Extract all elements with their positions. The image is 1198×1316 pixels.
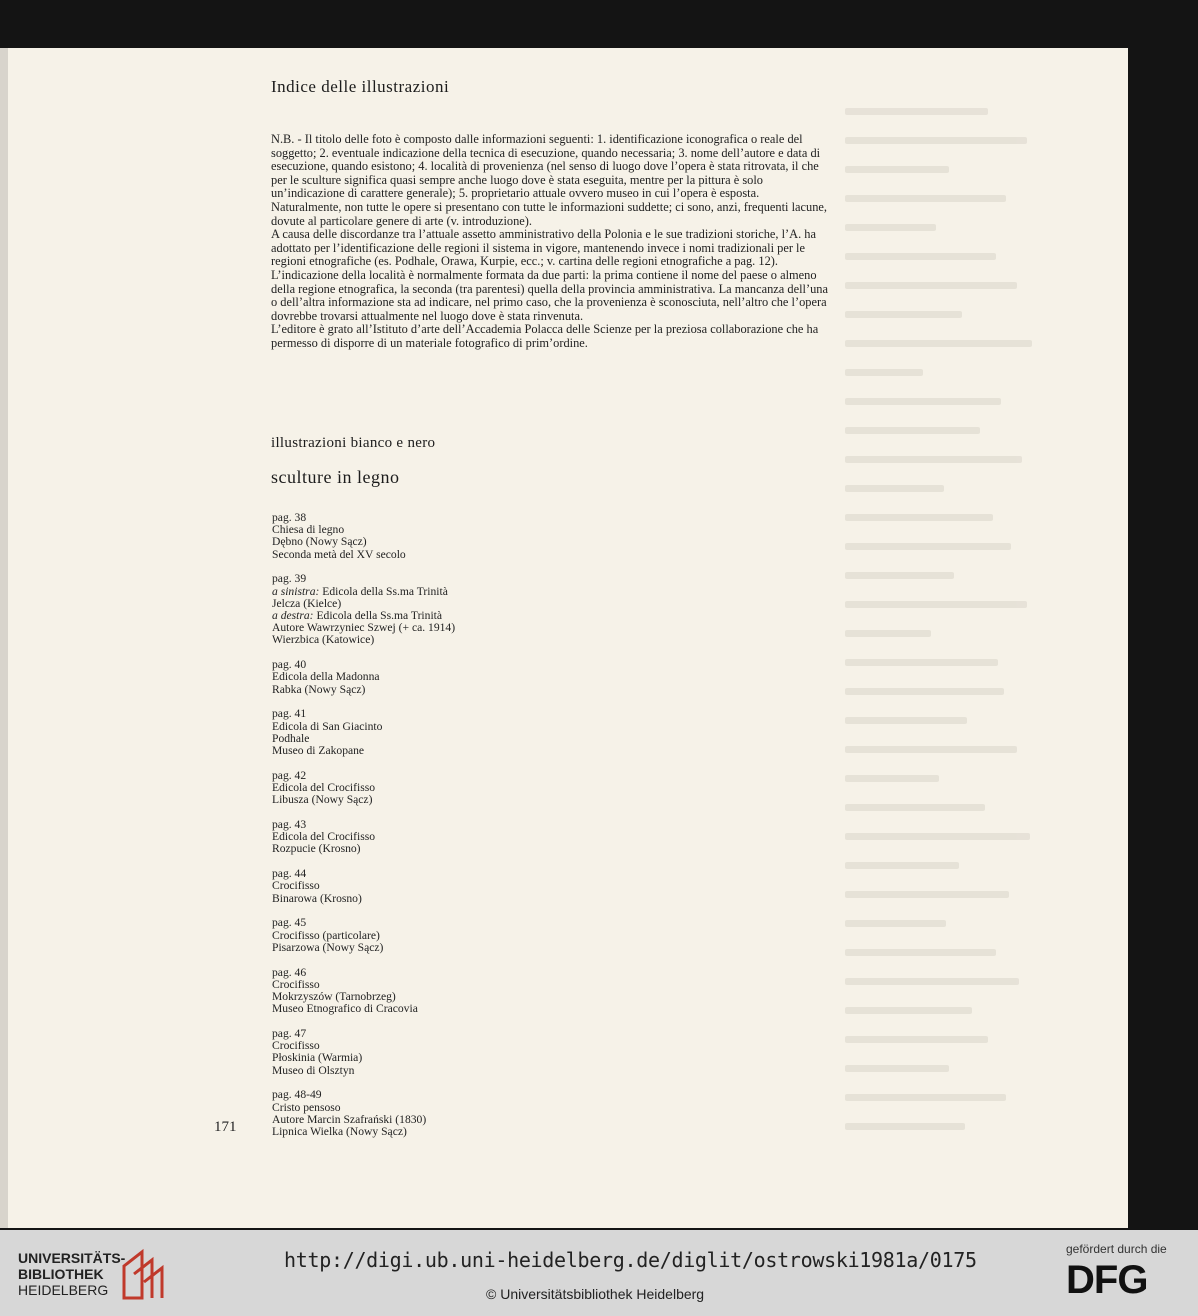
note-paragraph: N.B. - Il titolo delle foto è composto dalle informazioni seguenti: 1. identificazione iconografica o reale del soggetto; 2. eventuale indicazione della tecnica di esecuzione, quando necessaria; 3. nome dell’autore e data di esecuzione, quando esistono; 4. località di provenienza (nel senso di luogo dove l’opera è stata ritrovata, il che per le sculture significa quasi sempre anche luogo dove è stata eseguita, mentre per la pittura è solo un’indicazione di carattere generale); 5. proprietario attuale ovvero museo in cui l’opera è esposta.: [271, 132, 821, 201]
entry-text: Autore Wawrzyniec Szwej (+ ca. 1914): [272, 621, 456, 635]
entry-text: Edicola del Crocifisso: [272, 781, 376, 795]
entry-text: Crocifisso (particolare): [272, 928, 380, 942]
entry-text: Edicola della Ss.ma Trinità: [319, 584, 448, 598]
entry-line: [272, 893, 672, 905]
entry-text: Binarowa (Krosno): [272, 891, 362, 905]
list-item: [272, 708, 672, 757]
entry-text: Płoskinia (Warmia): [272, 1051, 363, 1065]
entry-text: pag. 44: [272, 867, 307, 881]
section-heading: sculture in legno: [271, 467, 400, 487]
entry-line: [272, 1065, 672, 1077]
illustration-list: [272, 512, 672, 1151]
logo-line: HEIDELBERG: [18, 1282, 109, 1298]
dfg-logo: DFG: [1066, 1258, 1148, 1302]
copyright-notice: © Universitätsbibliothek Heidelberg: [486, 1286, 705, 1302]
entry-text: pag. 38: [272, 511, 307, 524]
entry-line: [272, 794, 672, 806]
list-item: [272, 819, 672, 856]
position-label: a destra:: [272, 609, 314, 623]
note-paragraph: A causa delle discordanze tra l’attuale assetto amministrativo della Polonia e le sue tradizioni storiche, l’A. ha adottato per l’identificazione delle regioni il sistema in vigore, mantenendo invece i nomi tradizionali per le regioni etnografiche (es. Podhale, Orawa, Kurpie, ecc.; v. cartina delle regioni etnografiche a pag. 12). L’indicazione della località è normalmente formata da due parti: la prima contiene il nome del paese o almeno della regione etnografica, la seconda (tra parentesi) quella della provincia amministrativa. La mancanza dell’una o dell’altra informazione sta ad indicare, nel primo caso, che la provenienza è sconosciuta, nell’altro che l’opera dovrebbe trovarsi attualmente nel luogo dove è stata rinvenuta.: [271, 227, 828, 323]
funded-by-label: gefördert durch die: [1066, 1242, 1167, 1256]
list-item: [272, 770, 672, 807]
entry-text: Edicola della Madonna: [272, 670, 380, 684]
list-item: [272, 967, 672, 1016]
bleed-through-text: [845, 108, 1105, 1248]
entry-text: pag. 43: [272, 818, 307, 832]
entry-text: pag. 47: [272, 1027, 307, 1041]
entry-text: pag. 39: [272, 572, 307, 586]
list-item: [272, 917, 672, 954]
entry-text: pag. 48-49: [272, 1088, 322, 1102]
entry-line: [272, 967, 672, 979]
entry-text: Cristo pensoso: [272, 1100, 341, 1114]
entry-line: [272, 868, 672, 880]
entry-text: Museo di Zakopane: [272, 744, 365, 758]
entry-line: [272, 1003, 672, 1015]
entry-line: [272, 549, 672, 561]
entry-text: Lipnica Wielka (Nowy Sącz): [272, 1125, 407, 1139]
entry-text: Crocifisso: [272, 1039, 320, 1053]
entry-text: Edicola della Ss.ma Trinità: [313, 609, 443, 623]
logo-line: UNIVERSITÄTS-: [18, 1250, 126, 1266]
entry-line: [272, 1126, 672, 1138]
entry-text: Crocifisso: [272, 879, 320, 893]
entry-text: Libusza (Nowy Sącz): [272, 793, 373, 807]
subheading: illustrazioni bianco e nero: [271, 435, 436, 451]
entry-text: Seconda metà del XV secolo: [272, 547, 406, 561]
page-edge: [0, 48, 8, 1228]
entry-line: [272, 1028, 672, 1040]
entry-line: [272, 721, 672, 733]
entry-line: [272, 745, 672, 757]
entry-text: pag. 46: [272, 965, 307, 979]
permalink-url[interactable]: http://digi.ub.uni-heidelberg.de/diglit/ostrowski1981a/0175: [284, 1248, 977, 1272]
page-title: Indice delle illustrazioni: [271, 77, 450, 96]
entry-text: Crocifisso: [272, 977, 320, 991]
logo-line: BIBLIOTHEK: [18, 1266, 104, 1282]
note-paragraph: L’editore è grato all’Istituto d’arte dell’Accademia Polacca delle Scienze per la preziosa collaborazione che ha permesso di disporre di un materiale fotografico di prim’ordine.: [271, 322, 819, 350]
library-logo-icon: [120, 1244, 168, 1302]
entry-text: Dębno (Nowy Sącz): [272, 535, 367, 549]
footer-bar: [0, 1230, 1198, 1316]
page-number: 171: [214, 1119, 237, 1135]
entry-text: Mokrzyszów (Tarnobrzeg): [272, 990, 396, 1004]
entry-text: Rabka (Nowy Sącz): [272, 682, 366, 696]
position-label: a sinistra:: [272, 584, 320, 598]
entry-line: [272, 843, 672, 855]
entry-text: pag. 40: [272, 658, 307, 672]
entry-text: Pisarzowa (Nowy Sącz): [272, 940, 384, 954]
entry-text: Autore Marcin Szafrański (1830): [272, 1112, 427, 1126]
entry-line: [272, 942, 672, 954]
entry-text: Jelcza (Kielce): [272, 596, 342, 610]
scanned-page: [0, 48, 1128, 1228]
list-item: [272, 868, 672, 905]
note-paragraph: Naturalmente, non tutte le opere si presentano con tutte le informazioni suddette; ci sono, anzi, frequenti lacune, dovute al particolare genere di arte (v. introduzione).: [271, 199, 828, 228]
entry-text: Museo Etnografico di Cracovia: [272, 1002, 418, 1016]
entry-text: pag. 42: [272, 768, 307, 782]
note-text: [271, 133, 831, 351]
entry-text: Edicola di San Giacinto: [272, 719, 383, 733]
entry-text: Museo di Olsztyn: [272, 1063, 355, 1077]
list-item: [272, 1028, 672, 1077]
entry-line: [272, 684, 672, 696]
entry-text: pag. 41: [272, 707, 307, 721]
entry-text: Rozpucie (Krosno): [272, 842, 361, 856]
entry-text: Edicola del Crocifisso: [272, 830, 376, 844]
list-item: [272, 659, 672, 696]
entry-line: [272, 634, 672, 646]
entry-text: Podhale: [272, 731, 310, 745]
list-item: [272, 1089, 672, 1138]
library-logo-text: [18, 1250, 125, 1298]
entry-text: Wierzbica (Katowice): [272, 633, 375, 647]
list-item: [272, 573, 672, 646]
entry-text: pag. 45: [272, 916, 307, 930]
list-item: [272, 512, 672, 561]
entry-text: Chiesa di legno: [272, 523, 345, 537]
